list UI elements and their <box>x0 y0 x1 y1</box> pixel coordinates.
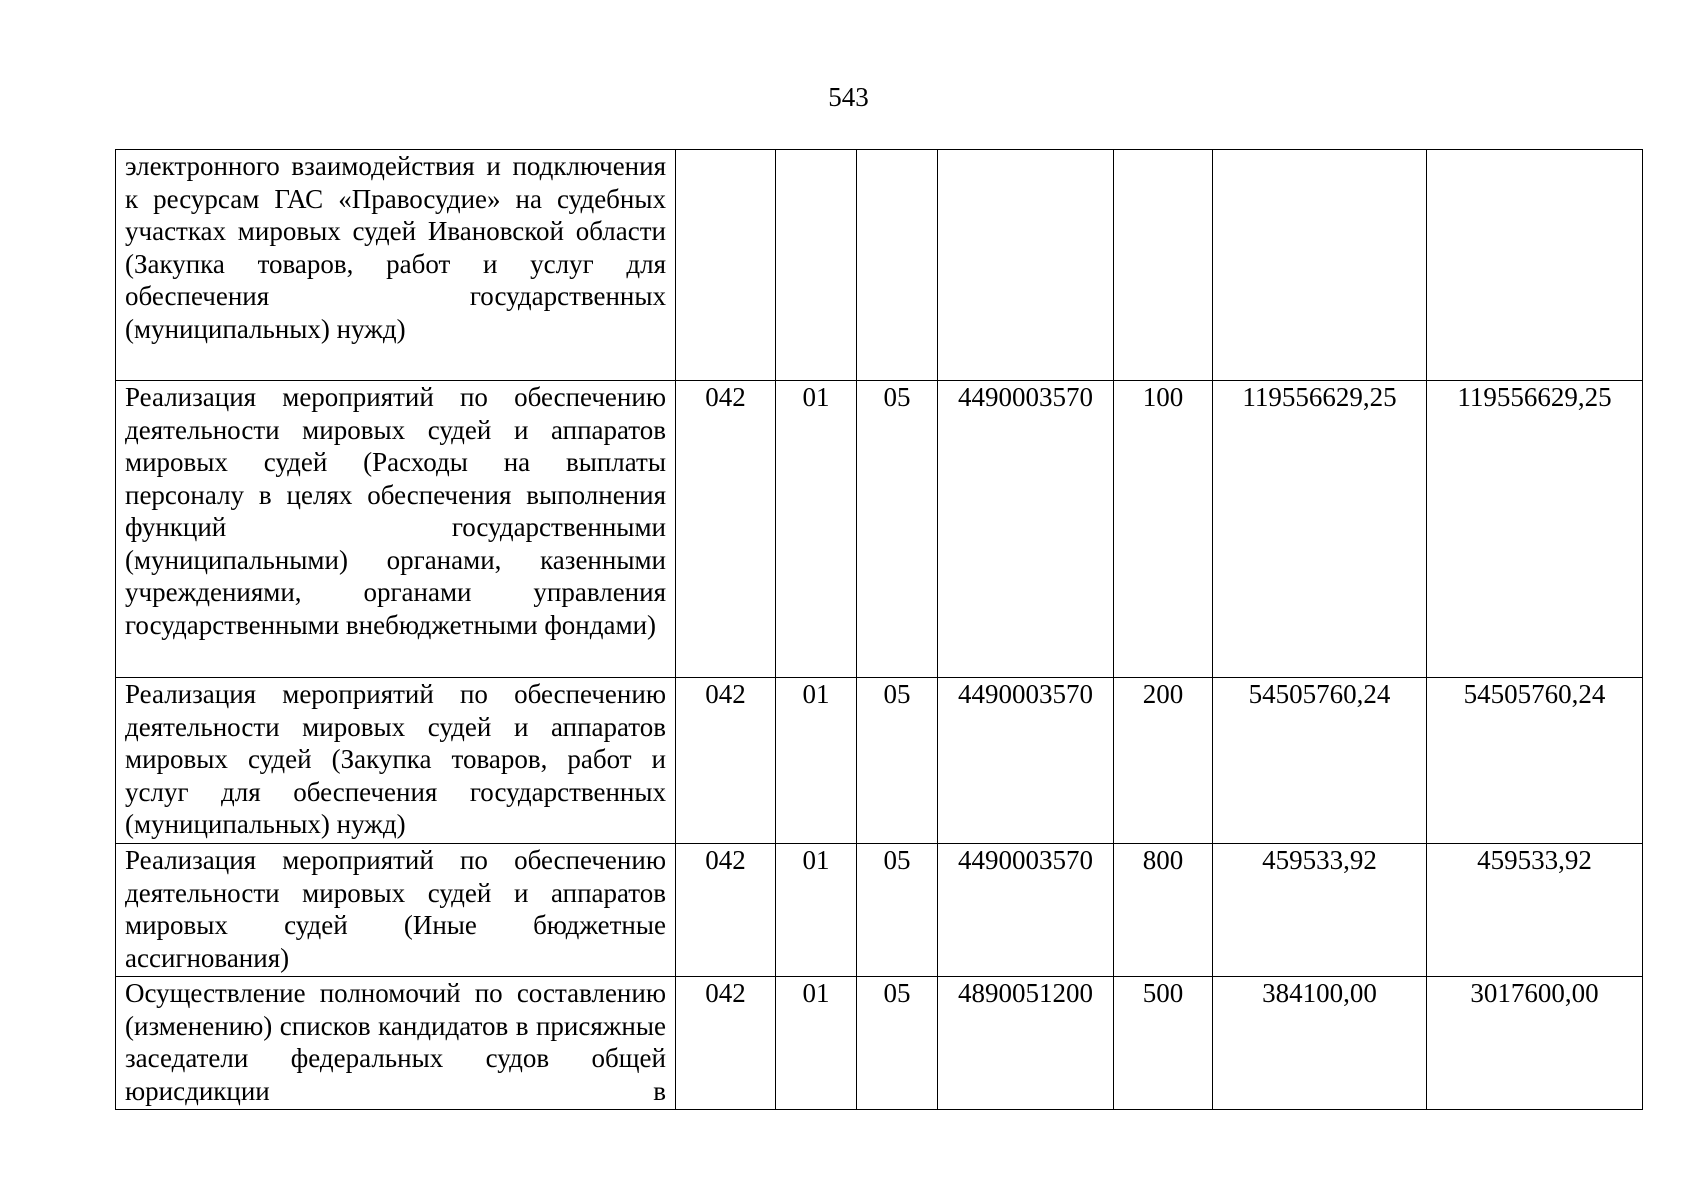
target-article-code: 4490003570 <box>938 381 1114 678</box>
subsection-code: 05 <box>857 381 938 678</box>
amount-year-1: 459533,92 <box>1213 844 1427 977</box>
subsection-code: 05 <box>857 678 938 844</box>
section-code: 01 <box>776 381 857 678</box>
row-description: Реализация мероприятий по обеспечению деятельности мировых судей и аппаратов мировых судей (Расходы на выплаты персоналу в целях обеспечения выполнения функций государственными (муниципальными) органами, казенными учреждениями, органами управления государственными внебюджетными фондами) <box>116 381 676 678</box>
amount-year-2: 54505760,24 <box>1427 678 1643 844</box>
expense-type-code: 500 <box>1114 977 1213 1110</box>
ministry-code: 042 <box>676 977 776 1110</box>
ministry-code: 042 <box>676 844 776 977</box>
amount-year-1: 54505760,24 <box>1213 678 1427 844</box>
ministry-code: 042 <box>676 381 776 678</box>
amount-year-1: 384100,00 <box>1213 977 1427 1110</box>
subsection-code: 05 <box>857 844 938 977</box>
budget-table <box>115 149 1643 1110</box>
target-article-code: 4490003570 <box>938 844 1114 977</box>
target-article-code: 4490003570 <box>938 678 1114 844</box>
expense-type-code: 200 <box>1114 678 1213 844</box>
expense-type-code <box>1114 150 1213 381</box>
subsection-code <box>857 150 938 381</box>
row-description: электронного взаимодействия и подключения к ресурсам ГАС «Правосудие» на судебных участках мировых судей Ивановской области (Закупка товаров, работ и услуг для обеспечения государственных (муниципальных) нужд) <box>116 150 676 381</box>
target-article-code: 4890051200 <box>938 977 1114 1110</box>
ministry-code: 042 <box>676 678 776 844</box>
table-row <box>116 844 1643 977</box>
table-row <box>116 977 1643 1110</box>
subsection-code: 05 <box>857 977 938 1110</box>
expense-type-code: 800 <box>1114 844 1213 977</box>
expense-type-code: 100 <box>1114 381 1213 678</box>
section-code: 01 <box>776 977 857 1110</box>
ministry-code <box>676 150 776 381</box>
row-description: Реализация мероприятий по обеспечению деятельности мировых судей и аппаратов мировых судей (Закупка товаров, работ и услуг для обеспечения государственных (муниципальных) нужд) <box>116 678 676 844</box>
amount-year-2 <box>1427 150 1643 381</box>
amount-year-1: 119556629,25 <box>1213 381 1427 678</box>
amount-year-2: 119556629,25 <box>1427 381 1643 678</box>
section-code: 01 <box>776 678 857 844</box>
section-code <box>776 150 857 381</box>
amount-year-2: 459533,92 <box>1427 844 1643 977</box>
table-row <box>116 150 1643 381</box>
table-row <box>116 381 1643 678</box>
page-number: 543 <box>828 82 869 112</box>
amount-year-1 <box>1213 150 1427 381</box>
table-row <box>116 678 1643 844</box>
target-article-code <box>938 150 1114 381</box>
row-description: Осуществление полномочий по составлению (изменению) списков кандидатов в присяжные заседатели федеральных судов общей юрисдикции в <box>116 977 676 1110</box>
row-description: Реализация мероприятий по обеспечению деятельности мировых судей и аппаратов мировых судей (Иные бюджетные ассигнования) <box>116 844 676 977</box>
amount-year-2: 3017600,00 <box>1427 977 1643 1110</box>
section-code: 01 <box>776 844 857 977</box>
